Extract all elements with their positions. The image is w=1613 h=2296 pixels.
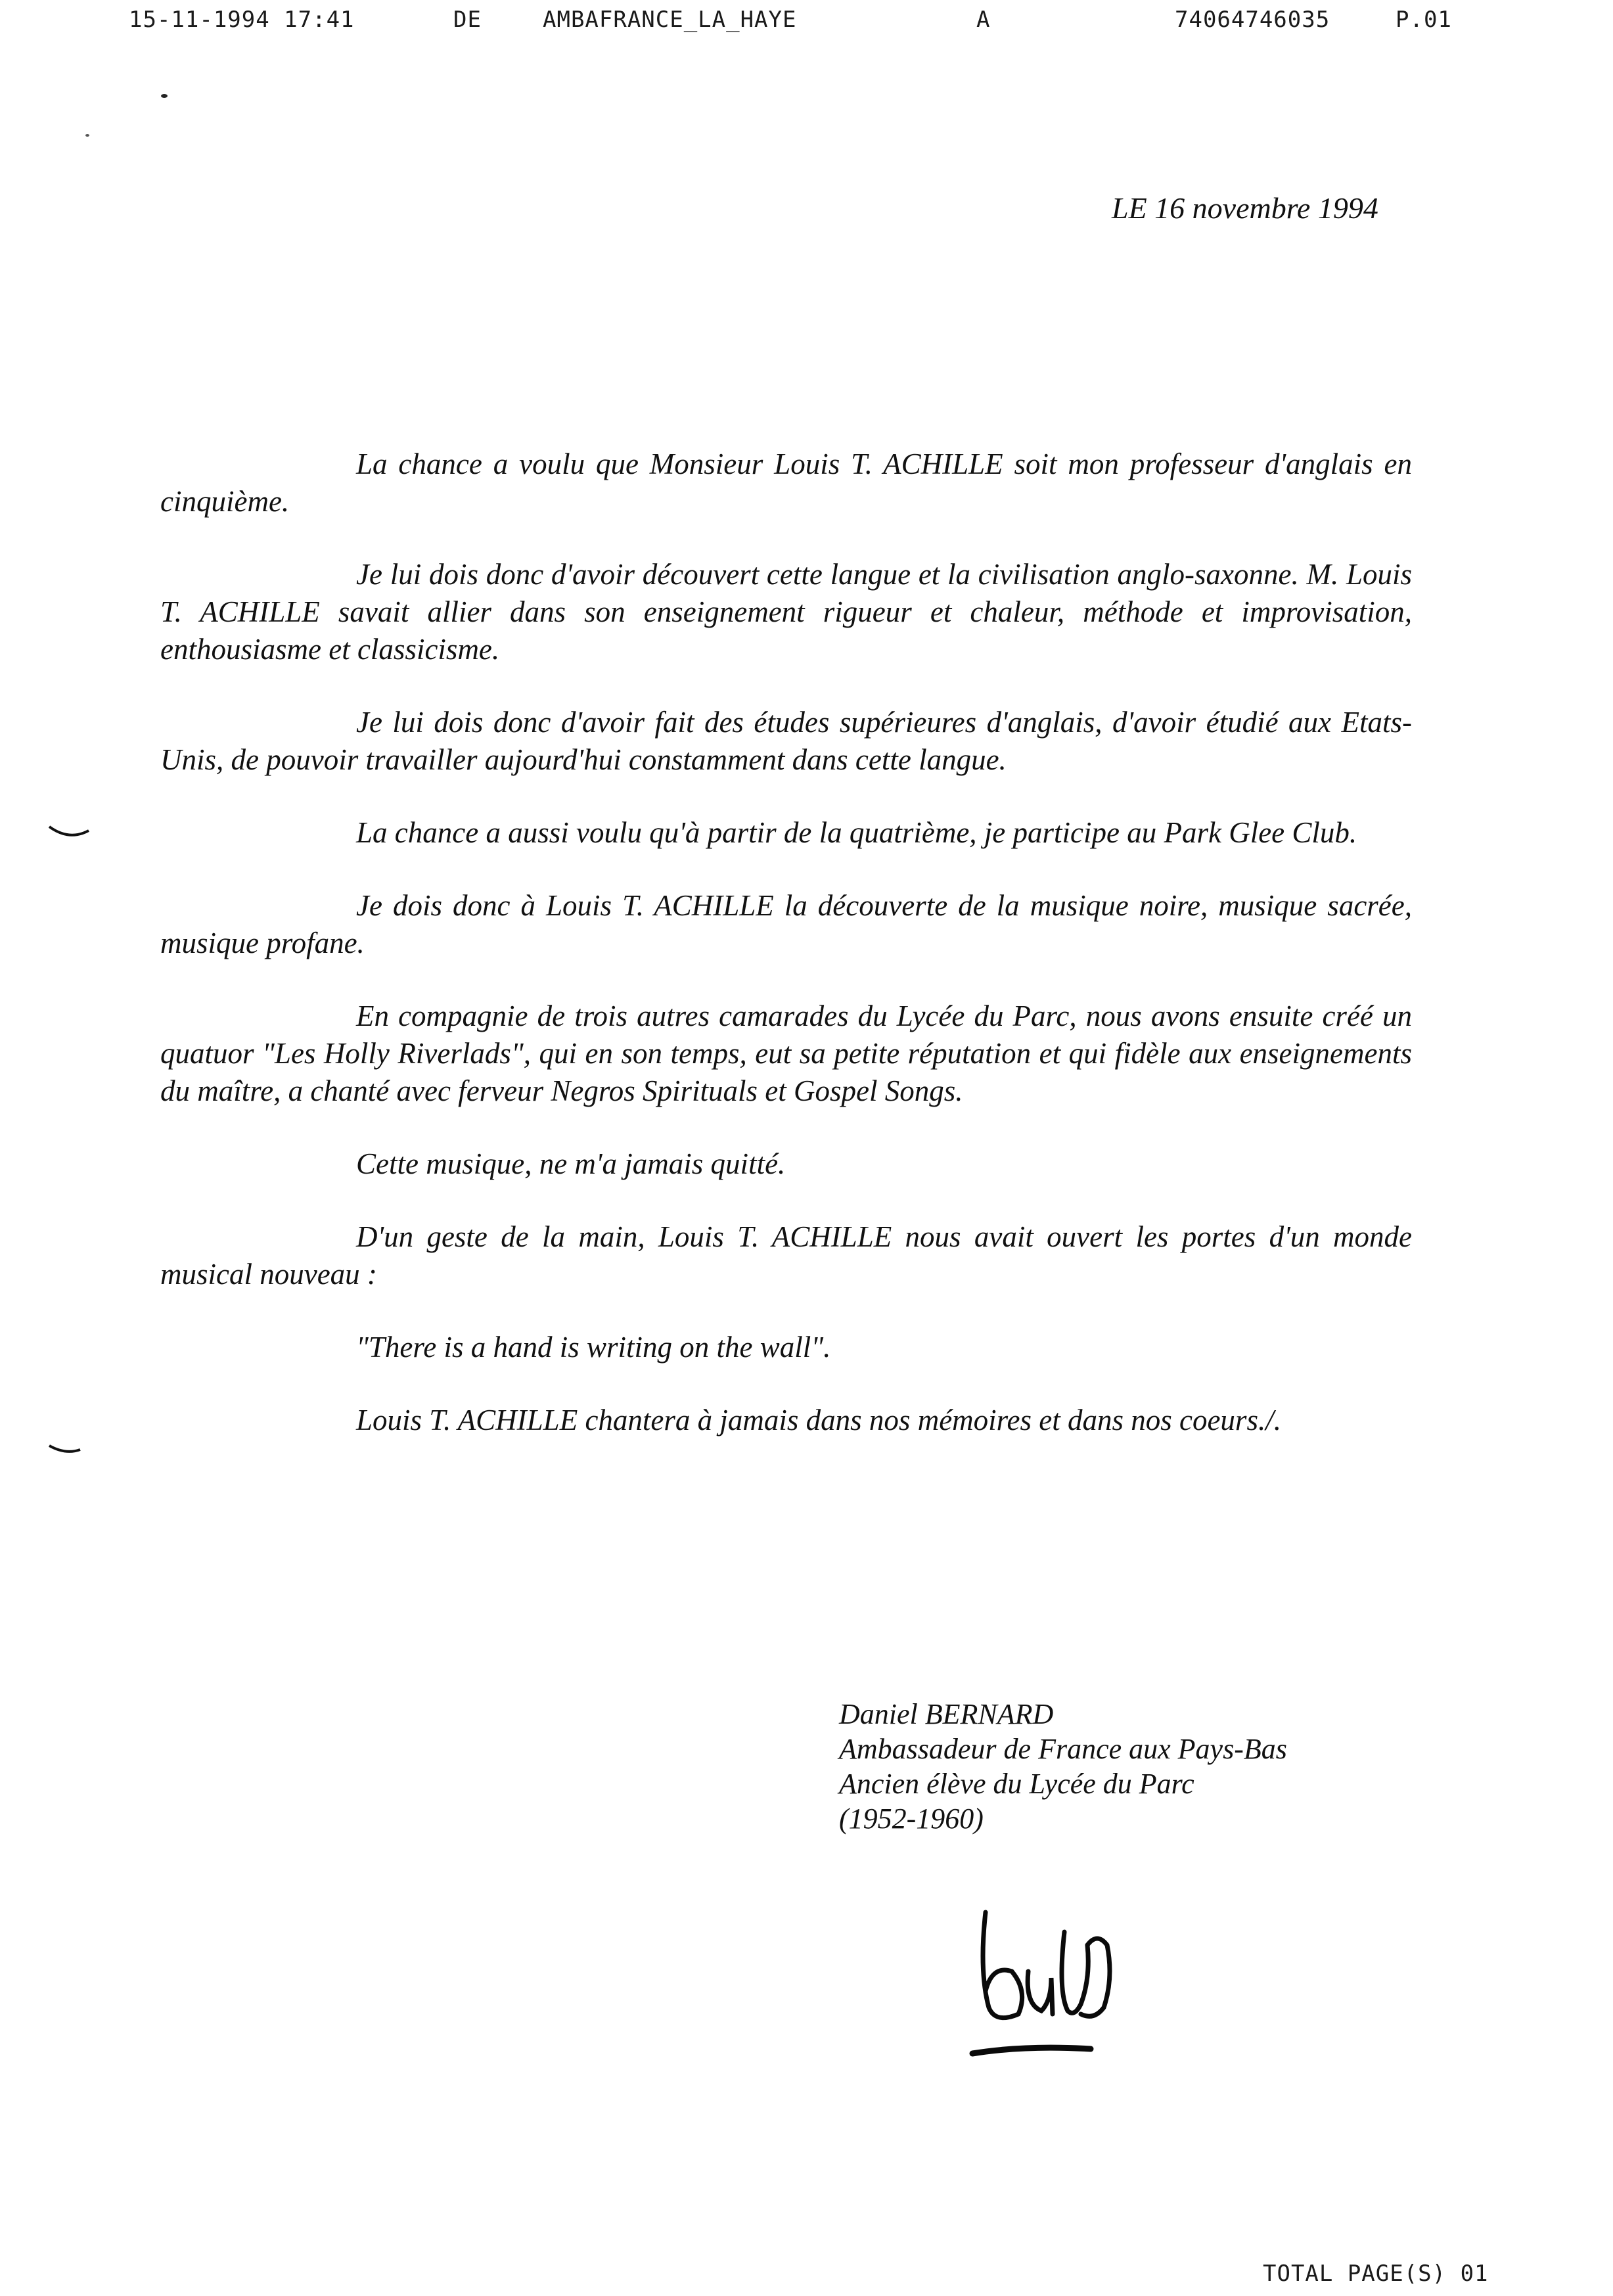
signatory-name: Daniel BERNARD <box>839 1698 1054 1730</box>
paragraph: Je dois donc à Louis T. ACHILLE la découverte de la musique noire, musique sacrée, musique profane. <box>160 889 1412 959</box>
signatory-years: (1952-1960) <box>839 1802 984 1835</box>
paragraph: Je lui dois donc d'avoir fait des études supérieures d'anglais, d'avoir étudié aux Etats-Unis, de pouvoir travailler aujourd'hui constamment dans cette langue. <box>160 706 1412 776</box>
signature-block <box>839 1697 1287 1836</box>
fax-datetime: 15-11-1994 17:41 <box>129 7 355 33</box>
fax-sender: AMBAFRANCE_LA_HAYE <box>543 7 797 33</box>
fax-page-number: P.01 <box>1396 7 1452 33</box>
fax-to-label: A <box>976 7 991 33</box>
fax-total-pages: TOTAL PAGE(S) 01 <box>1263 2261 1489 2287</box>
paragraph: La chance a aussi voulu qu'à partir de la quatrième, je participe au Park Glee Club. <box>356 816 1357 849</box>
binder-hole-mark <box>46 821 92 841</box>
fax-from-label: DE <box>453 7 482 33</box>
paragraph: En compagnie de trois autres camarades du Lycée du Parc, nous avons ensuite créé un quatuor "Les Holly Riverlads", qui en son temps, eut sa petite réputation et qui fidèle aux enseignements du maître, a chanté avec ferveur Negros Spirituals et Gospel Songs. <box>160 999 1412 1107</box>
handwritten-signature <box>966 1893 1137 2063</box>
paragraph: D'un geste de la main, Louis T. ACHILLE nous avait ouvert les portes d'un monde musical nouveau : <box>160 1220 1412 1291</box>
binder-hole-mark <box>46 1439 85 1459</box>
signatory-title: Ambassadeur de France aux Pays-Bas <box>839 1733 1287 1765</box>
scan-speck <box>158 92 171 100</box>
signatory-note: Ancien élève du Lycée du Parc <box>839 1768 1194 1800</box>
fax-number: 74064746035 <box>1175 7 1330 33</box>
scan-speck <box>82 131 93 139</box>
paragraph: Cette musique, ne m'a jamais quitté. <box>356 1147 786 1180</box>
paragraph: Louis T. ACHILLE chantera à jamais dans nos mémoires et dans nos coeurs./. <box>356 1404 1281 1436</box>
paragraph: "There is a hand is writing on the wall". <box>356 1331 831 1364</box>
letter-date: LE 16 novembre 1994 <box>1112 191 1378 225</box>
letter-body <box>160 446 1412 1475</box>
paragraph: La chance a voulu que Monsieur Louis T. ACHILLE soit mon professeur d'anglais en cinquième. <box>160 448 1412 518</box>
paragraph: Je lui dois donc d'avoir découvert cette langue et la civilisation anglo-saxonne. M. Louis T. ACHILLE savait allier dans son enseignement rigueur et chaleur, méthode et improvisation, enthousiasme et classicisme. <box>160 558 1412 666</box>
